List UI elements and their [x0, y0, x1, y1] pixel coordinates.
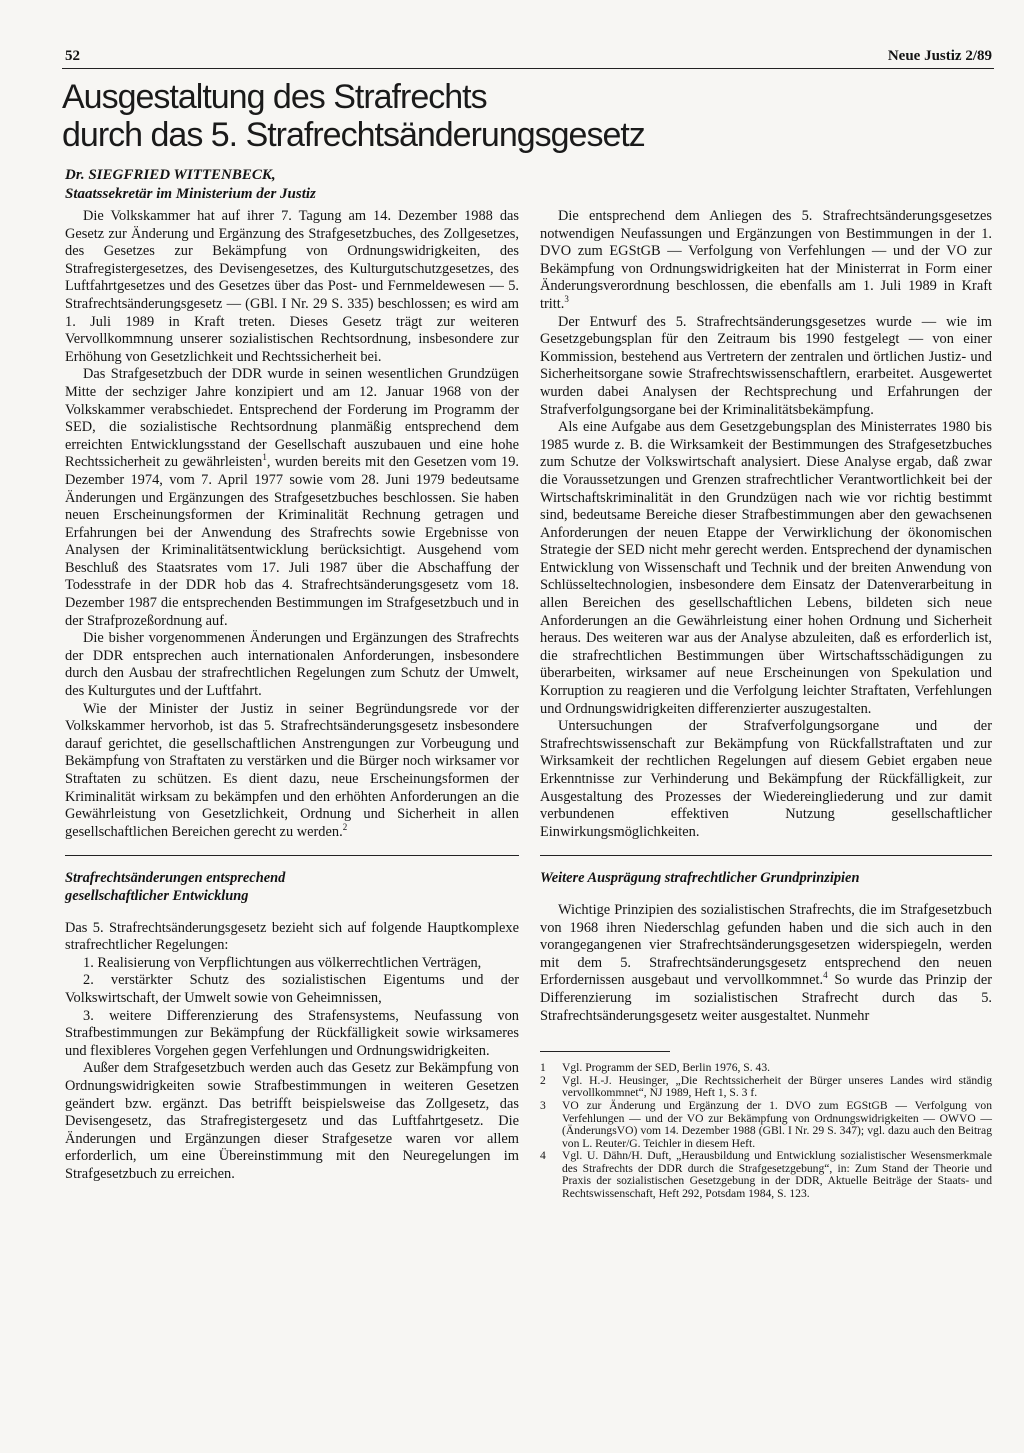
footnote-ref: 1	[262, 452, 267, 463]
left-column	[65, 208, 519, 1183]
running-head: Neue Justiz 2/89	[887, 48, 992, 64]
footnote-rule	[540, 1051, 670, 1052]
list-item: 2. verstärkter Schutz des sozialistischen Eigentums und der Volkswirtschaft, der Umwelt sowie von Geheimnissen,	[65, 972, 519, 1006]
byline	[65, 166, 316, 204]
list-item: 3. weitere Differenzierung des Strafensystems, Neufassung von Strafbestimmungen zur Bekämpfung der Rückfälligkeit sowie wirksameres und flexibleres Vorgehen gegen Verfehlungen und Ordnungswidrigkeiten.	[65, 1007, 519, 1059]
paragraph: Die bisher vorgenommenen Änderungen und Ergänzungen des Strafrechts der DDR entsprechen auch internationalen Anforderungen, insbesondere durch den Ausbau der strafrechtlichen Regelungen zum Schutz der Umwelt, des Kulturgutes und der Luftfahrt.	[65, 630, 519, 700]
author-name: Dr. SIEGFRIED WITTENBECK,	[65, 167, 276, 183]
title-line-2: durch das 5. Strafrechtsänderungsgesetz	[62, 116, 645, 154]
footnote: 3 VO zur Änderung und Ergänzung der 1. DVO zum EGStGB — Verfolgung von Verfehlungen — und der VO zur Bekämpfung von Ordnungswidrigkeiten — OWVO — (ÄnderungsVO) vom 14. Dezember 1988 (GBl. I Nr. 29 S. 347); vgl. dazu auch den Beitrag von L. Reuter/G. Teichler in diesem Heft.	[540, 1098, 992, 1150]
paragraph: Die entsprechend dem Anliegen des 5. Strafrechtsänderungsgesetzes notwendigen Neufassungen und Ergänzungen von Bestimmungen in der 1. DVO zum EGStGB — Verfolgung von Verfehlungen — und der VO zur Bekämpfung von Ordnungswidrigkeiten hat der Ministerrat in Form einer Änderungsverordnung beschlossen, die ebenfalls am 1. Juli 1989 in Kraft tritt.$^3$	[540, 208, 992, 312]
footnote: 1 Vgl. Programm der SED, Berlin 1976, S. 43.	[540, 1061, 771, 1075]
paragraph: Außer dem Strafgesetzbuch werden auch das Gesetz zur Bekämpfung von Ordnungswidrigkeiten sowie Strafbestimmungen in weiteren Gesetzen geändert bzw. ergänzt. Das betrifft beispielsweise das Zollgesetz, das Devisengesetz, das Strafregistergesetz und das Luftfahrtgesetz. Die Änderungen und Ergänzungen dieser Strafgesetze waren vor allem erforderlich, um eine Übereinstimmung mit den Neuregelungen im Strafgesetzbuch zu erreichen.	[65, 1060, 519, 1182]
section-heading: Strafrechtsänderungen entsprechend gesellschaftlicher Entwicklung	[65, 855, 519, 905]
footnote: 2 Vgl. H.-J. Heusinger, „Die Rechtssicherheit der Bürger unseres Landes wird ständig vervollkommnet“, NJ 1989, Heft 1, S. 3 f.	[540, 1073, 992, 1100]
right-column	[540, 208, 992, 1201]
footnotes	[540, 1062, 992, 1201]
header-rule	[62, 68, 994, 69]
paragraph: Die Volkskammer hat auf ihrer 7. Tagung am 14. Dezember 1988 das Gesetz zur Änderung und Ergänzung des Strafgesetzbuches, des Zollgesetzes, des Gesetzes zur Bekämpfung von Ordnungswidrigkeiten, des Strafregistergesetzes, des Devisengesetzes, des Kulturgutschutzgesetzes, des Luftfahrtgesetzes und des Gesetzes über das Post- und Fernmeldewesen — 5. Strafrechtsänderungsgesetz — (GBl. I Nr. 29 S. 335) beschlossen; es wird am 1. Juli 1989 in Kraft treten. Dieses Gesetz trägt zur weiteren Vervollkommnung unserer sozialistischen Rechtsordnung, insbesondere zur Erhöhung von Gesetzlichkeit und Rechtssicherheit bei.	[65, 208, 519, 365]
article-title	[62, 78, 962, 154]
paragraph: Der Entwurf des 5. Strafrechtsänderungsgesetzes wurde — wie im Gesetzgebungsplan für den Zeitraum bis 1990 festgelegt — von einer Kommission, bestehend aus Vertretern der zentralen und örtlichen Justiz- und Sicherheitsorgane sowie Strafrechtswissenschaftlern, erarbeitet. Ausgewertet wurden dabei Analysen der Rechtsprechung und Erfahrungen der Strafverfolgungsorgane bei der Kriminalitätsbekämpfung.	[540, 313, 992, 418]
author-role: Staatssekretär im Ministerium der Justiz	[65, 186, 316, 202]
page-number: 52	[65, 48, 80, 64]
paragraph: Das 5. Strafrechtsänderungsgesetz bezieht sich auf folgende Hauptkomplexe strafrechtlicher Regelungen:	[65, 919, 519, 954]
paragraph: Untersuchungen der Strafverfolgungsorgane und der Strafrechtswissenschaft zur Bekämpfung von Rückfallstraftaten und zur Wirksamkeit der rechtlichen Regelungen auf diesem Gebiet ergaben neue Erkenntnisse zur Verhinderung und Bekämpfung der Rückfälligkeit, zur Ausgestaltung des Prozesses der Wiedereingliederung und zur damit verbundenen effektiven Nutzung gesellschaftlicher Einwirkungsmöglichkeiten.	[540, 718, 992, 840]
paragraph: Wie der Minister der Justiz in seiner Begründungsrede vor der Volkskammer hervorhob, ist das 5. Strafrechtsänderungsgesetz insbesondere darauf gerichtet, die gesellschaftlichen Anstrengungen zur Vorbeugung und Bekämpfung von Straftaten zu verstärken und die Bürger noch wirksamer vor Straftaten zu schützen. Es dient dazu, neue Erscheinungsformen der Kriminalität wirksam zu bekämpfen und den erhöhten Anforderungen an die Gewährleistung von Gesetzlichkeit, Ordnung und Sicherheit in allen gesellschaftlichen Bereichen gerecht zu werden.$^2$	[65, 700, 519, 840]
footnote-ref: 3	[564, 294, 569, 305]
paragraph: Wichtige Prinzipien des sozialistischen Strafrechts, die im Strafgesetzbuch von 1968 ihren Niederschlag gefunden haben und die sich auch in den vorangegangenen vier Strafrechtsänderungsgesetzen widerspiegeln, werden mit dem 5. Strafrechtsänderungsgesetz entsprechend den neuen Erfordernissen ausgebaut und vervollkommnet.$^4$ So wurde das Prinzip der Differenzierung im sozialistischen Strafrecht durch das 5. Strafrechtsänderungsgesetz weiter ausgestaltet. Nunmehr	[540, 901, 993, 1024]
list-item: 1. Realisierung von Verpflichtungen aus völkerrechtlichen Verträgen,	[83, 954, 482, 971]
title-line-1: Ausgestaltung des Strafrechts	[62, 78, 487, 116]
footnote-ref: 4	[823, 970, 828, 981]
footnote-ref: 2	[342, 821, 348, 832]
paragraph: Als eine Aufgabe aus dem Gesetzgebungsplan des Ministerrates 1980 bis 1985 wurde z. B. die Wirksamkeit der Bestimmungen des Strafgesetzbuches zum Schutze der Volkswirtschaft analysiert. Diese Analyse ergab, daß zwar die Voraussetzungen und Grenzen strafrechtlicher Verantwortlichkeit bei der Wirtschaftskriminalität in den Grundzügen nach wie vor richtig bestimmt sind, bedeutsame Bereiche dieser Strafbestimmungen aber den gewachsenen Anforderungen der neuen Etappe der Verwirklichung der ökonomischen Strategie der SED nicht mehr gerecht werden. Entsprechend der dynamischen Entwicklung von Wissenschaft und Technik und der breiten Anwendung von Schlüsseltechnologien, insbesondere dem Einsatz der Datenverarbeitung in allen Bereichen des gesellschaftlichen Lebens, bildeten sich neue Anforderungen an die Gewährleistung einer hohen Ordnung und Sicherheit heraus. Des weiteren war aus der Analyse abzuleiten, daß es erforderlich ist, die strafrechtlichen Bestimmungen über Wirtschaftsschädigungen zu überarbeiten, wirksamer auf neue Erscheinungen von Spekulation und Korruption zu reagieren und die Verfolgung leichter Straftaten, Verfehlungen und Ordnungswidrigkeiten differenzierter auszugestalten.	[540, 419, 992, 717]
paragraph: Das Strafgesetzbuch der DDR wurde in seinen wesentlichen Grundzügen Mitte der sechziger Jahre konzipiert und am 12. Januar 1968 von der Volkskammer verabschiedet. Entsprechend der Forderung im Programm der SED, die sozialistische Rechtsordnung planmäßig entsprechend dem erreichten Entwicklungsstand der Gesellschaft auszubauen und eine hohe Rechtssicherheit zu gewährleisten$^1$, wurden bereits mit den Gesetzen vom 19. Dezember 1974, vom 7. April 1977 sowie vom 28. Juni 1979 bedeutsame Änderungen und Ergänzungen des Strafgesetzbuches beschlossen. Sie haben neuen Erscheinungsformen der Kriminalität Rechnung getragen und Erfahrungen bei der Anwendung des Strafrechts sowie Ergebnisse von Analysen der Kriminalitätsentwicklung berücksichtigt. Ausgehend vom Beschluß des Staatsrates vom 17. Juli 1987 über die Abschaffung der Todesstrafe in der DDR hob das 4. Strafrechtsänderungsgesetz vom 18. Dezember 1987 die entsprechenden Bestimmungen im Strafgesetzbuch und in der Strafprozeßordnung auf.	[65, 366, 519, 629]
footnote: 4 Vgl. U. Dähn/H. Duft, „Herausbildung und Entwicklung sozialistischer Wesensmerkmale des Strafrechts der DDR durch die Strafgesetzgebung“, in: Zum Stand der Theorie und Praxis der sozialistischen Gesetzgebung in der DDR, Aktuelle Beiträge der Staats- und Rechtswissenschaft, Heft 292, Potsdam 1984, S. 123.	[540, 1149, 992, 1201]
section-heading: Weitere Ausprägung strafrechtlicher Grundprinzipien	[540, 855, 992, 888]
